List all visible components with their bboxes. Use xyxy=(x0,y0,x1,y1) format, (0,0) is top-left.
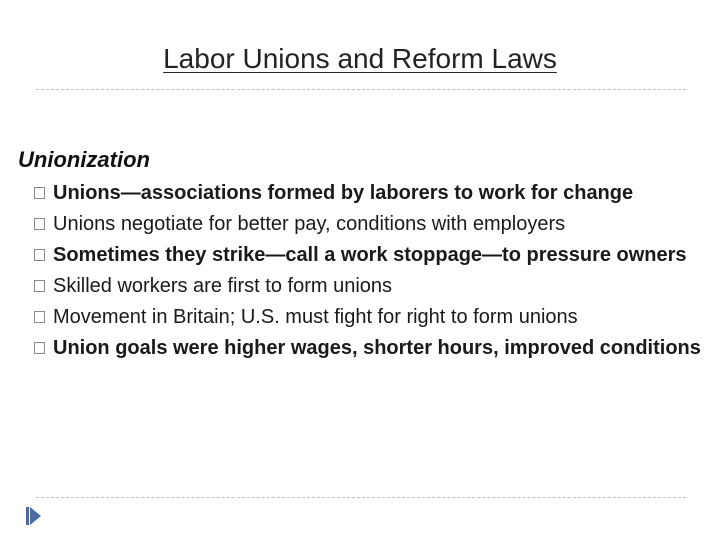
checkbox-bullet-icon xyxy=(34,187,45,199)
next-slide-arrow-icon[interactable] xyxy=(30,507,41,525)
section-heading: Unionization xyxy=(18,147,150,172)
bullet-item xyxy=(34,273,704,300)
checkbox-bullet-icon xyxy=(34,218,45,230)
bullet-text: Union goals were higher wages, shorter hours, improved conditions xyxy=(53,337,701,359)
bullet-item xyxy=(34,180,704,207)
checkbox-bullet-icon xyxy=(34,342,45,354)
bullet-item xyxy=(34,304,704,331)
bullet-text: Unions negotiate for better pay, conditions with employers xyxy=(53,213,566,235)
checkbox-bullet-icon xyxy=(34,280,45,292)
bullet-text: Sometimes they strike—call a work stoppage—to pressure owners xyxy=(53,244,687,266)
slide-title-text: Labor Unions and Reform Laws xyxy=(163,43,557,74)
slide-title xyxy=(0,42,720,76)
top-divider xyxy=(36,89,686,90)
checkbox-bullet-icon xyxy=(34,311,45,323)
checkbox-bullet-icon xyxy=(34,249,45,261)
bullet-item xyxy=(34,242,704,269)
bottom-divider xyxy=(36,497,686,498)
bullet-text: Movement in Britain; U.S. must fight for right to form unions xyxy=(53,306,578,328)
bullet-item xyxy=(34,211,704,238)
bullet-text: Skilled workers are first to form unions xyxy=(53,275,393,297)
bullet-text: Unions—associations formed by laborers to work for change xyxy=(53,182,634,204)
bullet-item xyxy=(34,335,704,362)
bullet-list xyxy=(34,180,704,366)
